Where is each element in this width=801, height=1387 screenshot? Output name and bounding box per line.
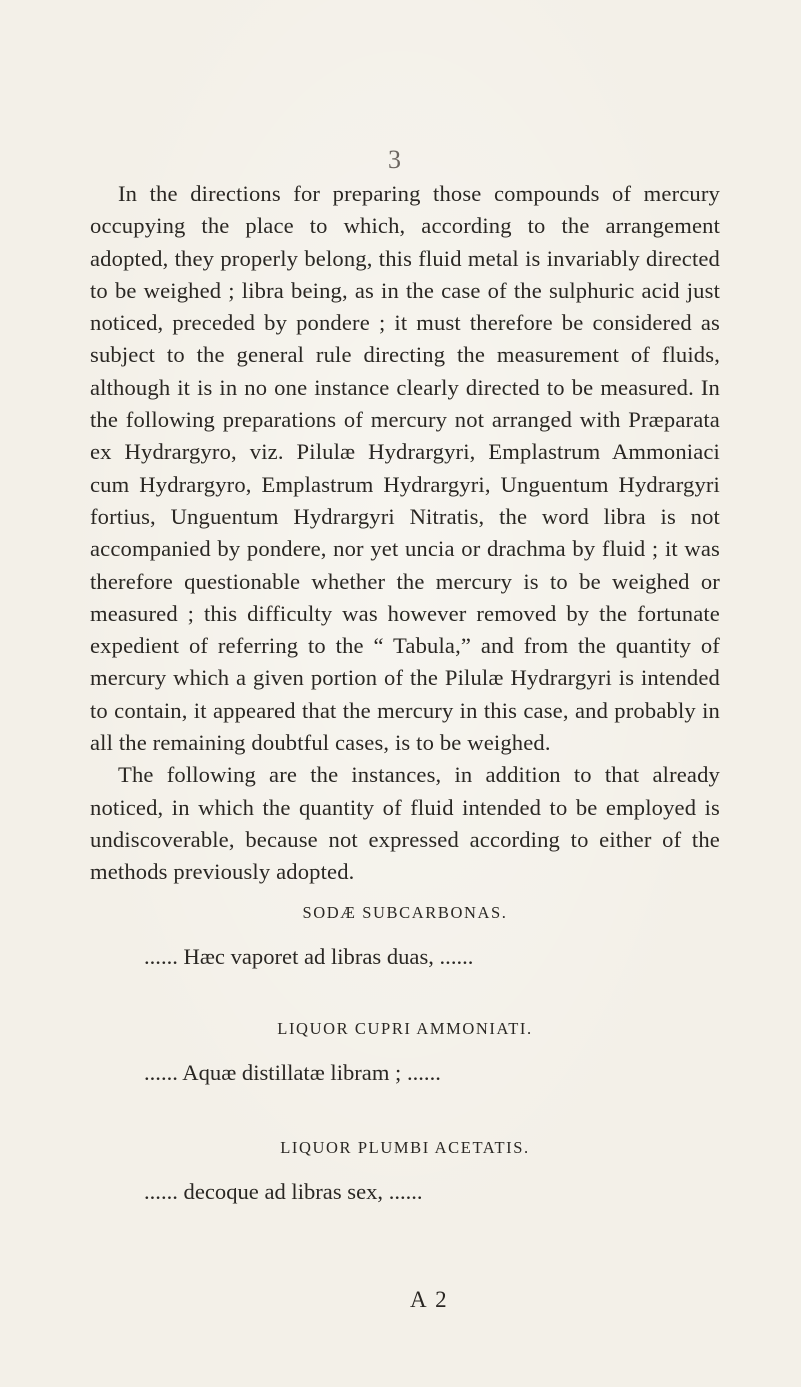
section-excerpt: ...... decoque ad libras sex, ......: [144, 1179, 423, 1204]
section-excerpt: ...... Aquæ distillatæ libram ; ......: [144, 1060, 441, 1085]
section-liquor-cupri-ammoniati: [90, 1014, 720, 1088]
catchword: A 2: [410, 1287, 449, 1312]
section-excerpt: ...... Hæc vaporet ad libras duas, ......: [144, 944, 474, 969]
body-text: [90, 178, 720, 889]
section-sodae-subcarbonas: [90, 898, 720, 972]
section-heading: LIQUOR PLUMBI ACETATIS.: [280, 1138, 530, 1157]
paragraph-2: The following are the instances, in addition to that already noticed, in which the quantity of fluid intended to be employed is undiscoverable, because not expressed according to either of the methods previously adopted.: [90, 762, 720, 885]
section-liquor-plumbi-acetatis: [90, 1133, 720, 1207]
page-number: 3: [388, 145, 401, 174]
section-heading: LIQUOR CUPRI AMMONIATI.: [277, 1019, 533, 1038]
paragraph-1: In the directions for preparing those compounds of mercury occupying the place to which, according to the arrangement adopted, they properly belong, this fluid metal is invariably directed to be weighed ; libra being, as in the case of the sulphuric acid just noticed, preceded by pondere ; it must therefore be considered as subject to the general rule directing the measurement of fluids, although it is in no one instance clearly directed to be measured. In the following preparations of mercury not arranged with Præparata ex Hydrargyro, viz. Pilulæ Hydrargyri, Emplastrum Ammoniaci cum Hydrargyro, Emplastrum Hydrargyri, Unguentum Hydrargyri fortius, Unguentum Hydrargyri Nitratis, the word libra is not accompanied by pondere, nor yet uncia or drachma by fluid ; it was therefore questionable whether the mercury is to be weighed or measured ; this difficulty was however removed by the fortunate expedient of referring to the “ Tabula,” and from the quantity of mercury which a given portion of the Pilulæ Hydrargyri is intended to contain, it appeared that the mercury in this case, and probably in all the remaining doubtful cases, is to be weighed.: [90, 181, 720, 756]
section-heading: SODÆ SUBCARBONAS.: [302, 903, 508, 922]
